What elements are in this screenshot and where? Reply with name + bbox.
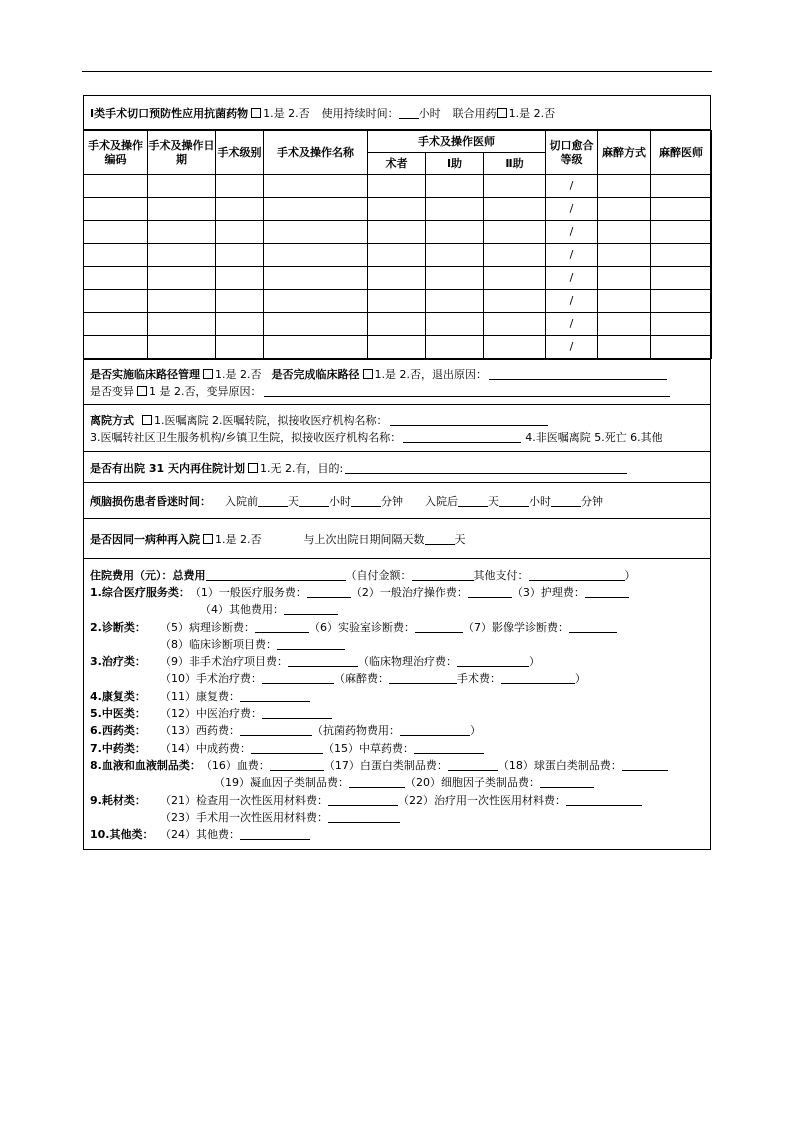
coma-after-hour-field[interactable] [499, 495, 529, 507]
antibiotic-options: 1.是 2.否 [263, 107, 310, 120]
fee-cat10-label: 10.其他类： [90, 828, 154, 842]
transfer-community-field[interactable] [403, 431, 521, 443]
coma-before-day-field[interactable] [258, 495, 288, 507]
fee-13b-field[interactable] [400, 724, 470, 736]
fee-6-field[interactable] [415, 621, 463, 633]
fee-other-label: 其他支付： [473, 568, 529, 582]
fee-cat9-label: 9.耗材类： [90, 793, 146, 807]
fee-cat1-label: 1.综合医疗服务类： [90, 585, 190, 599]
fee-5-label: （5）病理诊断费： [160, 620, 255, 634]
table-row[interactable] [84, 290, 712, 313]
coma-minute-unit: 分钟 [381, 495, 403, 508]
fee-6-label: （6）实验室诊断费： [309, 620, 415, 634]
same-disease-label: 是否因同一病种再入院 [90, 533, 200, 546]
fee-9b-label: （临床物理治疗费： [358, 655, 457, 669]
fee-17-field[interactable] [448, 759, 498, 771]
fee-self-field[interactable] [412, 569, 474, 581]
fee-cat5-label: 5.中医类： [90, 707, 146, 721]
pathway-section [84, 360, 710, 405]
readmit-section [84, 452, 710, 483]
fee-24-field[interactable] [240, 828, 310, 840]
header-rule [82, 71, 712, 72]
coma-label: 颅脑损伤患者昏迷时间： [90, 495, 211, 508]
fees-section [84, 559, 710, 849]
discharge-line2a: 3.医嘱转社区卫生服务机构/乡镇卫生院，拟接收医疗机构名称： [90, 430, 402, 444]
col-date: 手术及操作日期 [148, 131, 216, 175]
fee-16-field[interactable] [270, 759, 324, 771]
coma-after-label: 入院后 [425, 495, 458, 508]
discharge-line2b: 4.非医嘱离院 5.死亡 6.其他 [525, 430, 663, 444]
fee-2-field[interactable] [468, 586, 512, 598]
fee-cat2-label: 2.诊断类： [90, 620, 146, 634]
fee-20-field[interactable] [540, 776, 594, 788]
fee-8-field[interactable] [277, 638, 345, 650]
fee-10b-label: （麻醉费： [334, 672, 389, 686]
operations-section [84, 130, 710, 360]
coma-minute-unit: 分钟 [581, 495, 603, 508]
fee-8-label: （8）临床诊断项目费： [160, 637, 277, 651]
pathway-mgmt-checkbox[interactable] [203, 369, 213, 379]
fee-15-label: （15）中草药费： [323, 741, 414, 755]
fee-18-label: （18）球蛋白类制品费： [497, 758, 622, 772]
medical-record-form [83, 95, 711, 850]
fee-17-label: （17）白蛋白类制品费： [323, 758, 448, 772]
fee-22-label: （22）治疗用一次性医用材料费： [398, 793, 566, 807]
incision-slash: / [546, 175, 598, 198]
fee-14-label: （14）中成药费： [160, 741, 251, 755]
fee-10b-field[interactable] [389, 672, 457, 684]
fee-12-field[interactable] [262, 707, 332, 719]
fee-18-field[interactable] [622, 759, 668, 771]
fee-7-field[interactable] [569, 621, 617, 633]
fee-cat8-label: 8.血液和血液制品类： [90, 758, 201, 772]
interval-day-unit: 天 [454, 533, 466, 546]
fee-13-label: （13）西药费： [160, 724, 240, 738]
fee-11-label: （11）康复费： [160, 689, 240, 703]
fee-total-field[interactable] [206, 569, 346, 581]
fee-20-label: （20）细胞因子类制品费： [405, 776, 540, 790]
table-row[interactable] [84, 244, 712, 267]
fee-9-label: （9）非手术治疗项目费： [160, 655, 288, 669]
fee-cat6-label: 6.西药类： [90, 724, 146, 738]
antibiotic-section [84, 96, 710, 130]
fee-19-field[interactable] [349, 776, 405, 788]
discharge-line1: 1.医嘱离院 2.医嘱转院，拟接收医疗机构名称： [154, 413, 388, 427]
fee-15-field[interactable] [414, 742, 484, 754]
table-row[interactable] [84, 198, 712, 221]
pathway-complete-options: 1.是 2.否，退出原因： [374, 367, 487, 381]
variation-options: 1 是 2.否，变异原因： [149, 384, 262, 398]
fee-3-field[interactable] [585, 586, 629, 598]
fee-10c-field[interactable] [501, 672, 575, 684]
same-disease-options: 1.是 2.否 [215, 533, 262, 546]
col-doctors: 手术及操作医师 [368, 131, 546, 153]
interval-label: 与上次出院日期间隔天数 [303, 533, 425, 546]
fee-23-field[interactable] [328, 811, 400, 823]
same-disease-checkbox[interactable] [203, 534, 213, 544]
fee-13b-label: （抗菌药物费用： [312, 724, 400, 738]
incision-slash: / [546, 244, 598, 267]
coma-before-label: 入院前 [225, 495, 258, 508]
fee-10-field[interactable] [262, 672, 334, 684]
duration-unit: 小时 [418, 107, 441, 120]
fee-1-field[interactable] [307, 586, 351, 598]
discharge-label: 离院方式 [90, 413, 134, 427]
fee-cat7-label: 7.中药类： [90, 741, 146, 755]
discharge-checkbox[interactable] [142, 415, 152, 425]
pathway-mgmt-options: 1.是 2.否 [215, 367, 262, 381]
coma-before-hour-field[interactable] [299, 495, 329, 507]
antibiotic-label: Ⅰ类手术切口预防性应用抗菌药物 [90, 107, 249, 120]
combined-options: 1.是 2.否 [508, 107, 556, 120]
same-disease-section [84, 519, 710, 559]
fee-13-field[interactable] [240, 724, 312, 736]
fee-9-field[interactable] [288, 655, 358, 667]
incision-slash: / [546, 198, 598, 221]
duration-field[interactable] [399, 107, 419, 119]
coma-section [84, 483, 710, 519]
fee-21-field[interactable] [328, 794, 398, 806]
fee-total-label: 住院费用（元）：总费用 [90, 568, 206, 582]
discharge-section [84, 405, 710, 452]
col-assist2: Ⅱ助 [484, 153, 546, 175]
fee-10c-label: 手术费： [457, 672, 501, 686]
pathway-mgmt-label: 是否实施临床路径管理 [90, 367, 200, 381]
interval-days-field[interactable] [425, 533, 455, 545]
transfer-hospital-field[interactable] [390, 414, 548, 426]
combined-label: 联合用药 [452, 107, 497, 120]
coma-after-day-field[interactable] [458, 495, 488, 507]
variation-label: 是否变异 [90, 384, 134, 398]
fee-other-field[interactable] [529, 569, 625, 581]
antibiotic-checkbox[interactable] [251, 108, 261, 118]
fee-11-field[interactable] [240, 690, 310, 702]
fee-16-label: （16）血费： [200, 758, 270, 772]
readmit-options: 1.无 2.有，目的: [259, 461, 344, 475]
fee-24-label: （24）其他费： [160, 828, 240, 842]
col-incision: 切口愈合等级 [546, 131, 598, 175]
table-row[interactable] [84, 336, 712, 359]
fee-9b-field[interactable] [457, 655, 529, 667]
readmit-purpose-field[interactable] [345, 462, 627, 474]
fee-4-label: （4）其他费用： [200, 603, 284, 617]
operations-table [83, 130, 712, 359]
exit-reason-field[interactable] [489, 368, 667, 380]
combined-checkbox[interactable] [497, 108, 507, 118]
fee-10-label: （10）手术治疗费： [160, 672, 262, 686]
fee-close: ） [624, 568, 636, 582]
variation-checkbox[interactable] [137, 386, 147, 396]
coma-before-minute-field[interactable] [351, 495, 381, 507]
col-code: 手术及操作编码 [84, 131, 148, 175]
coma-day-unit: 天 [488, 495, 499, 508]
coma-hour-unit: 小时 [529, 495, 551, 508]
fee-cat3-label: 3.治疗类： [90, 655, 146, 669]
fee-1-label: （1）一般医疗服务费： [189, 585, 307, 599]
fee-13-close: ） [470, 724, 481, 738]
fee-2-label: （2）一般治疗操作费： [350, 585, 468, 599]
incision-slash: / [546, 267, 598, 290]
incision-slash: / [546, 290, 598, 313]
readmit-label: 是否有出院 31 天内再住院计划 [90, 461, 245, 475]
col-name: 手术及操作名称 [264, 131, 368, 175]
pathway-complete-checkbox[interactable] [363, 369, 373, 379]
col-level: 手术级别 [216, 131, 264, 175]
incision-slash: / [546, 336, 598, 359]
col-surgeon: 术者 [368, 153, 426, 175]
table-row[interactable] [84, 175, 712, 198]
coma-after-minute-field[interactable] [551, 495, 581, 507]
coma-day-unit: 天 [288, 495, 299, 508]
fee-21-label: （21）检查用一次性医用材料费： [160, 793, 328, 807]
fee-3-label: （3）护理费： [511, 585, 585, 599]
fee-self-label: （自付金额： [345, 568, 412, 582]
pathway-complete-label: 是否完成临床路径 [271, 367, 360, 381]
fee-14-field[interactable] [251, 742, 323, 754]
table-row[interactable] [84, 221, 712, 244]
fee-10-close: ） [575, 672, 586, 686]
fee-9b-close: ） [529, 655, 540, 669]
col-assist1: Ⅰ助 [426, 153, 484, 175]
coma-hour-unit: 小时 [329, 495, 351, 508]
fee-23-label: （23）手术用一次性医用材料费： [160, 810, 328, 824]
fee-22-field[interactable] [566, 794, 642, 806]
fee-19-label: （19）凝血因子类制品费： [214, 776, 349, 790]
readmit-checkbox[interactable] [248, 463, 258, 473]
fee-5-field[interactable] [255, 621, 309, 633]
incision-slash: / [546, 313, 598, 336]
fee-cat4-label: 4.康复类： [90, 689, 146, 703]
incision-slash: / [546, 221, 598, 244]
table-row[interactable] [84, 313, 712, 336]
col-anes-doctor: 麻醉医师 [651, 131, 712, 175]
variation-reason-field[interactable] [264, 385, 670, 397]
table-row[interactable] [84, 267, 712, 290]
fee-7-label: （7）影像学诊断费： [463, 620, 569, 634]
fee-4-field[interactable] [284, 603, 338, 615]
col-anes-method: 麻醉方式 [598, 131, 651, 175]
duration-label: 使用持续时间： [321, 107, 399, 120]
fee-12-label: （12）中医治疗费： [160, 707, 262, 721]
